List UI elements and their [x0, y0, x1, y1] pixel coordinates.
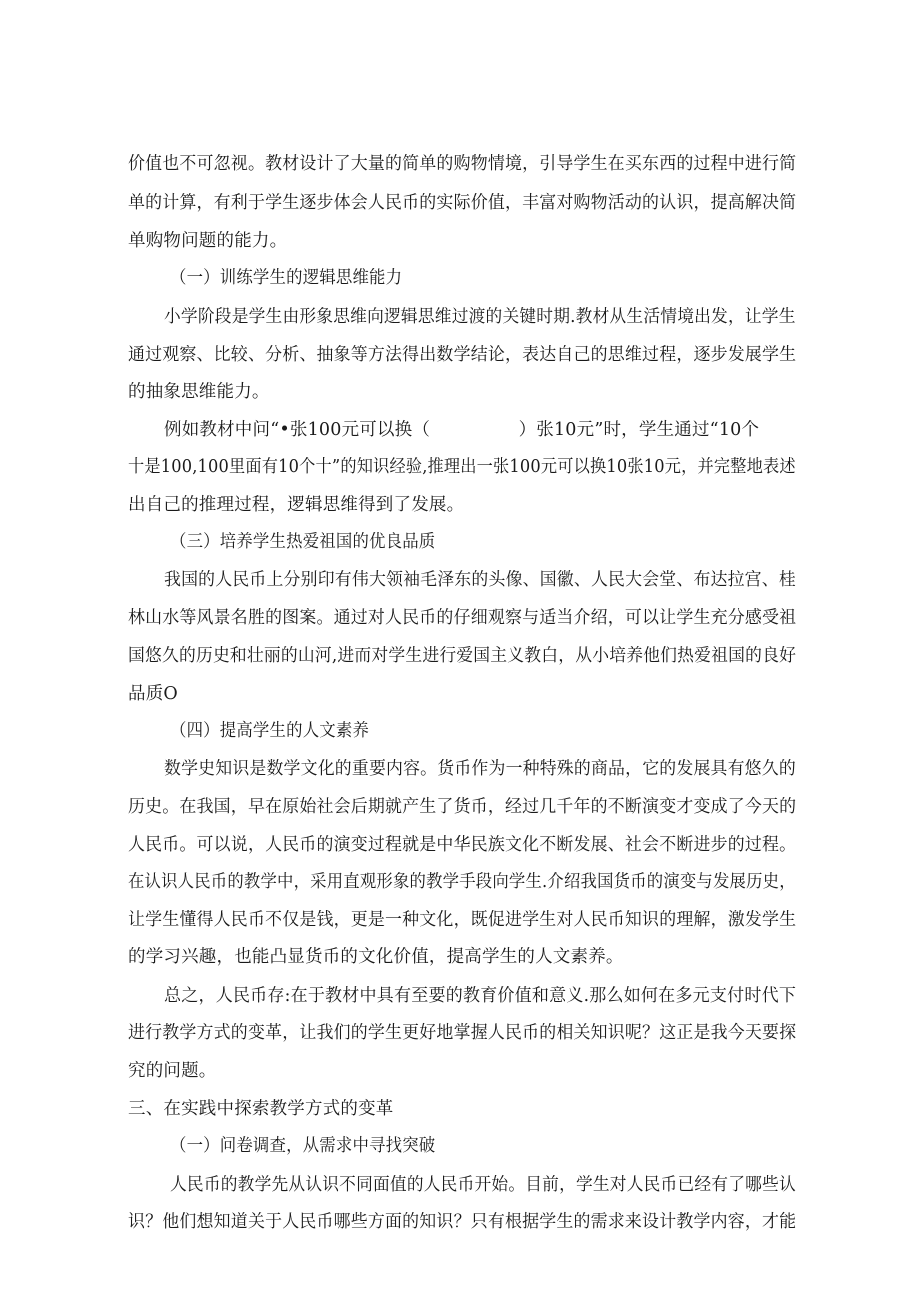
text-line: （三）培养学生热爱祖国的优良品质	[170, 532, 436, 552]
text-line: 人民币。可以说，人民币的演变过程就是中华民族文化不断发展、社会不断进步的过程。	[128, 835, 797, 855]
text-line: 历史。在我国，早在原始社会后期就产生了货币，经过几千年的不断演变才变成了今天的	[128, 797, 797, 817]
text-line: （四）提高学生的人文素养	[170, 721, 370, 741]
text-line: 我国的人民币上分别印有伟大领袖毛泽东的头像、国徽、人民大会堂、布达拉宫、桂	[164, 570, 796, 590]
text-line: 的学习兴趣，也能凸显货币的文化价值，提高学生的人文素养。	[128, 947, 624, 967]
text-line: 进行教学方式的变革，让我们的学生更好地掌握人民币的相关知识呢？这正是我今天要探	[128, 1023, 797, 1043]
text-line: 价值也不可忽视。教材设计了大量的简单的购物情境，引导学生在买东西的过程中进行简	[128, 154, 797, 174]
text-line: 林山水等风景名胜的图案。通过对人民币的仔细观察与适当介绍，可以让学生充分感受祖	[128, 608, 797, 628]
text-line: 在认识人民币的教学中，采用直观形象的教学手段向学生.介绍我国货币的演变与发展历史，	[128, 872, 796, 892]
text-line: 总之，人民币存:在于教材中具有至要的教育价值和意义.那么如何在多元支付时代下	[164, 986, 797, 1006]
text-line: 三、在实践中探索教学方式的变革	[128, 1099, 394, 1119]
text-line: 小学阶段是学生由形象思维向逻辑思维过渡的关键时期.教材从生活情境出发，让学生	[164, 307, 796, 327]
text-line: 单购物问题的能力。	[128, 231, 288, 251]
text-line: 品质O	[128, 684, 178, 704]
text-line: 十是100,100里面有10个十”的知识经验,推理出一张100元可以换10张10元，并完整地表述	[128, 457, 796, 477]
text-line: 出自己的推理过程，逻辑思维得到了发展。	[128, 495, 465, 515]
text-line: （一）问卷调查，从需求中寻找突破	[170, 1136, 436, 1156]
text-line: 通过观察、比较、分析、抽象等方法得出数学结论，表达自己的思维过程，逐步发展学生	[128, 345, 797, 365]
text-line: 识？他们想知道关于人民币哪些方面的知识？只有根据学生的需求来设计教学内容，才能	[128, 1212, 797, 1232]
text-line: 数学史知识是数学文化的重要内容。货币作为一种特殊的商品，它的发展具有悠久的	[164, 759, 796, 779]
text-line: 人民币的教学先从认识不同面值的人民币开始。目前，学生对人民币已经有了哪些认	[170, 1175, 796, 1195]
text-line: 的抽象思维能力。	[128, 382, 270, 402]
text-line: （一）训练学生的逻辑思维能力	[170, 268, 403, 288]
text-line: 国悠久的历史和壮丽的山河,进而对学生进行爱国主义教白，从小培养他们热爱祖国的良好	[128, 646, 797, 666]
text-line: 究的问题。	[128, 1061, 217, 1081]
text-line: 让学生懂得人民币不仅是钱，更是一种文化，既促进学生对人民币知识的理解，激发学生	[128, 910, 797, 930]
text-line: 例如教材中问“•张100元可以换（ ）张10元”时，学生通过“10个	[164, 420, 760, 440]
text-line: 单的计算，有利于学生逐步体会人民币的实际价值，丰富对购物活动的认识，提高解决简	[128, 193, 797, 213]
